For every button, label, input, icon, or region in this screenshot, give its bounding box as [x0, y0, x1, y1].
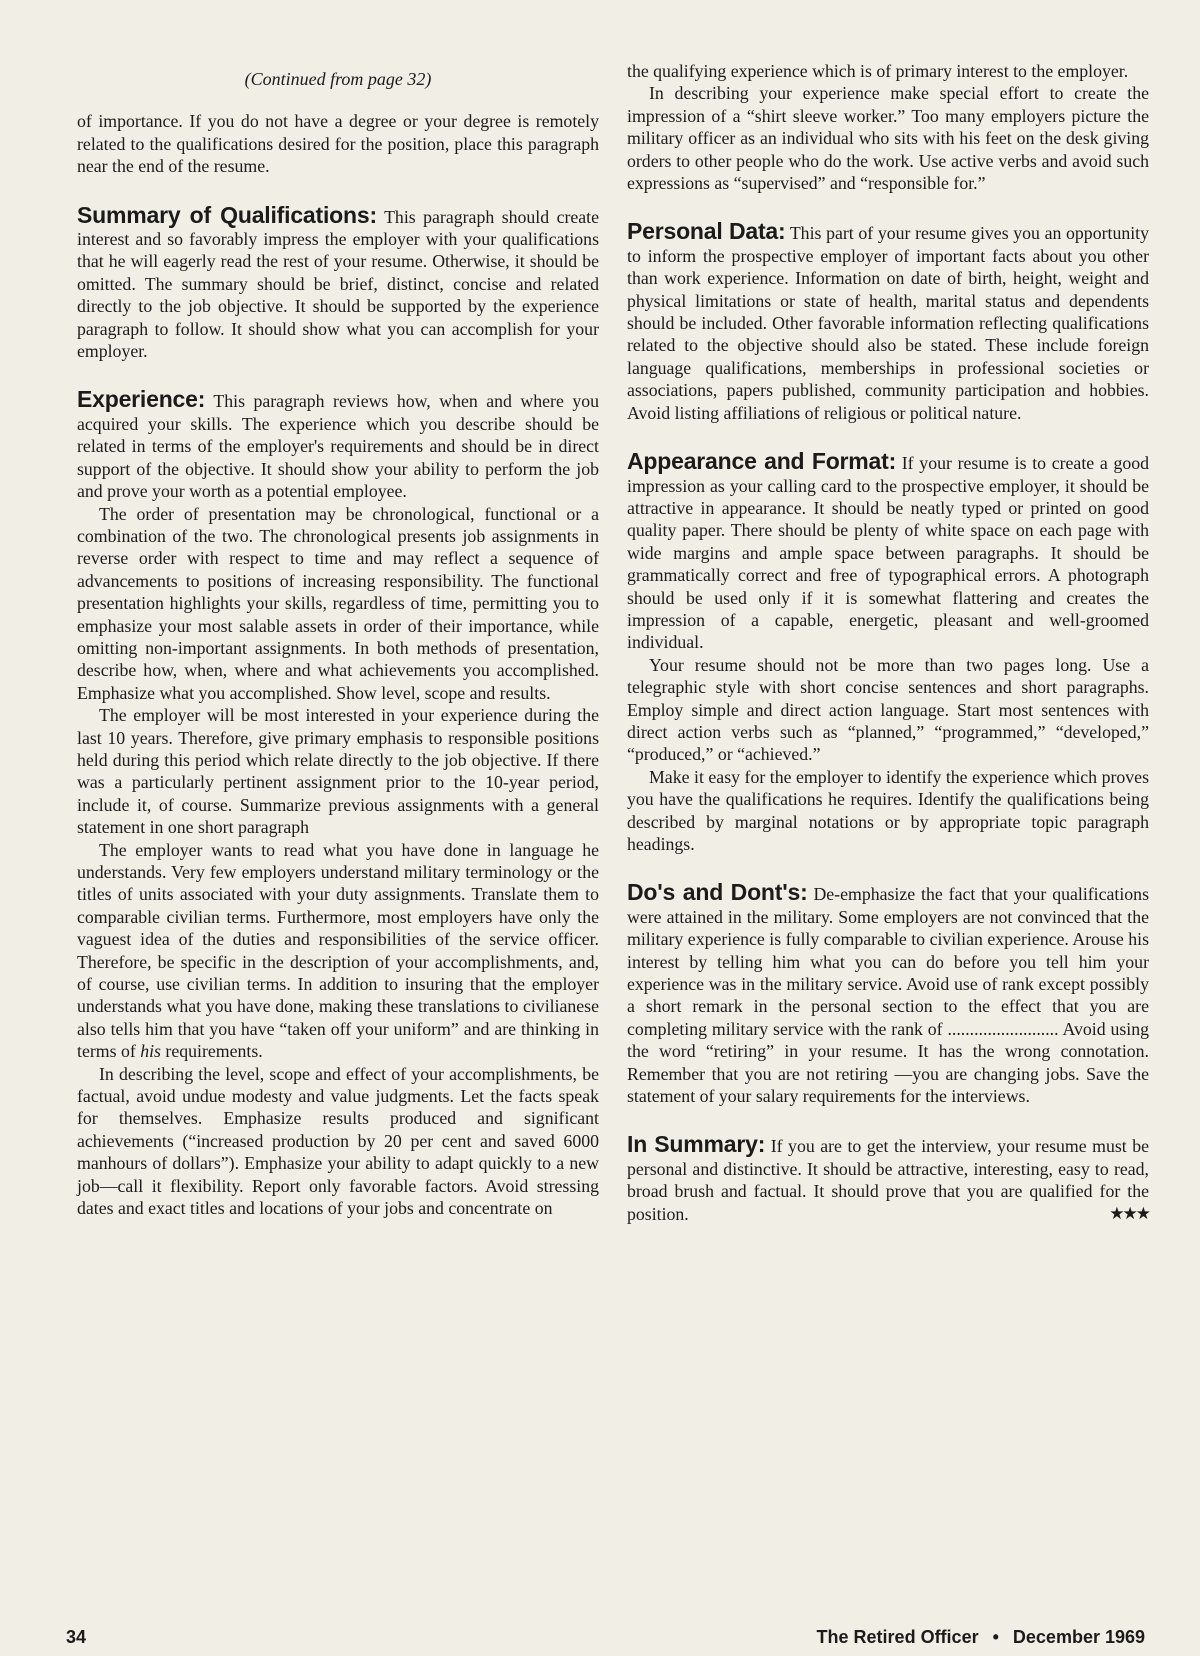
paragraph: Make it easy for the employer to identify the experience which proves you have the qualifications he requires. Identify the qualifications being described by marginal notations or by appropriate topic paragraph headings.	[627, 766, 1149, 854]
paragraph: The employer will be most interested in your experience during the last 10 years. Therefore, give primary emphasis to responsible positions held during this period which relate directly to the job objective. If there was a particularly pertinent assignment prior to the 10-year period, include it, of course. Summarize previous assignments with a general statement in one short paragraph	[77, 705, 599, 838]
paragraph: The order of presentation may be chronological, functional or a combination of the two. The chronological presents job assignments in reverse order with respect to time and may reflect a sequence of advancements to positions of increasing responsibility. The functional presentation highlights your skills, regardless of time, permitting you to emphasize your most salable assets in order of their importance, while omitting non-important assignments. In both methods of presentation, describe how, when, where and what achievements you accomplished. Emphasize what you accomplished. Show level, scope and results.	[77, 503, 599, 703]
section-experience	[77, 388, 599, 1219]
page-number: 34	[66, 1627, 87, 1647]
left-column	[77, 60, 599, 1220]
section-heading: Do's and Dont's:	[627, 879, 808, 906]
section-in-summary	[627, 1133, 1149, 1225]
section-text: This part of your resume gives you an opportunity to inform the prospective employer of important facts about you other than work experience. Information on date of birth, height, weight and physical limitations or state of health, marital status and dependents should be included. Other favorable information reflecting qualifications related to the objective should also be stated. These include foreign language qualifications, memberships in professional societies or associations, papers published, community participation and hobbies. Avoid listing affiliations of religious or political nature.	[627, 223, 1149, 423]
end-stars-icon: ★★★	[1109, 1203, 1149, 1223]
section-appearance-and-format	[627, 450, 1149, 855]
right-column	[627, 60, 1149, 1225]
paragraph: In describing the level, scope and effect of your accomplishments, be factual, avoid undue modesty and value judgments. Let the facts speak for themselves. Emphasize results produced and significant achievements (“increased production by 20 per cent and saved 6000 manhours of dollars”). Emphasize your ability to adapt quickly to a new job—call it flexibility. Report only favorable factors. Avoid stressing dates and exact titles and locations of your jobs and concentrate on	[77, 1063, 599, 1219]
section-heading: Appearance and Format:	[627, 448, 897, 475]
separator-dot: •	[992, 1627, 999, 1647]
continued-note: (Continued from page 32)	[244, 69, 432, 89]
section-dos-and-donts	[627, 881, 1149, 1107]
paragraph: In describing your experience make special effort to create the impression of a “shirt sleeve worker.” Too many employers picture the military officer as an individual who sits with his feet on the desk giving orders to other people who do the work. Use active verbs and avoid such expressions as “supervised” and “responsible for.”	[627, 83, 1149, 194]
emphasis-text: his	[140, 1041, 161, 1062]
section-text: This paragraph should create interest and so favorably impress the employer with your qualifications that he will eagerly read the rest of your resume. Otherwise, it should be omitted. The summary should be brief, distinct, concise and related directly to the job objective. It should be supported by the experience paragraph to follow. It should show what you can accomplish for your employer.	[77, 206, 600, 362]
section-personal-data	[627, 220, 1149, 424]
section-heading: Experience:	[77, 386, 206, 413]
section-heading: In Summary:	[627, 1131, 766, 1158]
section-text: De-emphasize the fact that your qualifications were attained in the military. Some employers are not convinced that the military experience is fully comparable to civilian experience. Arouse his interest by telling him what you can do before you tell him your experience was in the military service. Avoid use of rank except possibly a short remark in the personal section to the effect that you are completing military service with the rank of ......................... Avoid using the word “retiring” in your resume. It has the wrong connotation. Remember that you are not retiring —you are changing jobs. Save the statement of your salary requirements for the interviews.	[627, 884, 1149, 1107]
page-footer	[0, 1627, 1200, 1651]
intro-paragraph: of importance. If you do not have a degree or your degree is remotely related to the qualifications desired for the position, place this paragraph near the end of the resume.	[77, 111, 599, 177]
section-text: If your resume is to create a good impression as your calling card to the prospective employer, it should be attractive in appearance. It should be neatly typed or printed on good quality paper. There should be plenty of white space on each page with wide margins and ample space between paragraphs. It should be grammatically correct and free of typographical errors. A photograph should be used only if it is somewhat flattering and creates the impression of a capable, energetic, pleasant and well-groomed individual.	[627, 453, 1150, 653]
issue-date: December 1969	[1012, 1627, 1145, 1647]
publication-info	[817, 1627, 1145, 1648]
paragraph: Your resume should not be more than two pages long. Use a telegraphic style with short concise sentences and short paragraphs. Employ simple and direct action language. Start most sentences with direct action verbs such as “planned,” “programmed,” “developed,” “produced,” or “achieved.”	[627, 654, 1149, 765]
section-heading: Personal Data:	[627, 218, 786, 245]
section-summary-of-qualifications	[77, 201, 600, 363]
section-heading: Summary of Qualifications:	[77, 201, 377, 228]
continued-paragraph: the qualifying experience which is of primary interest to the employer.	[627, 61, 1129, 81]
section-text: If you are to get the interview, your resume must be personal and distinctive. It should be attractive, interesting, easy to read, broad brush and factual. It should prove that you are qualified for the position.	[627, 1136, 1149, 1224]
paragraph-text: requirements.	[160, 1041, 263, 1062]
paragraph-text: The employer wants to read what you have done in language he understands. Very few employers understand military terminology or the titles of units associated with your duty assignments. Translate them to comparable civilian terms. Furthermore, most employers have only the vaguest idea of the duties and responsibilities of the service officer. Therefore, be specific in the description of your accomplishments, and, of course, use civilian terms. In addition to insuring that the employer understands what you have done, making these translations to civilianese also tells him that you have “taken off your uniform” and are thinking in terms of	[77, 839, 599, 1062]
section-text: This paragraph reviews how, when and where you acquired your skills. The experience which you describe should be related in terms of the employer's requirements and should be in direct support of the objective. It should show your ability to perform the job and prove your worth as a potential employee.	[77, 391, 599, 502]
publication-title: The Retired Officer	[816, 1627, 979, 1647]
paragraph	[77, 839, 599, 1063]
